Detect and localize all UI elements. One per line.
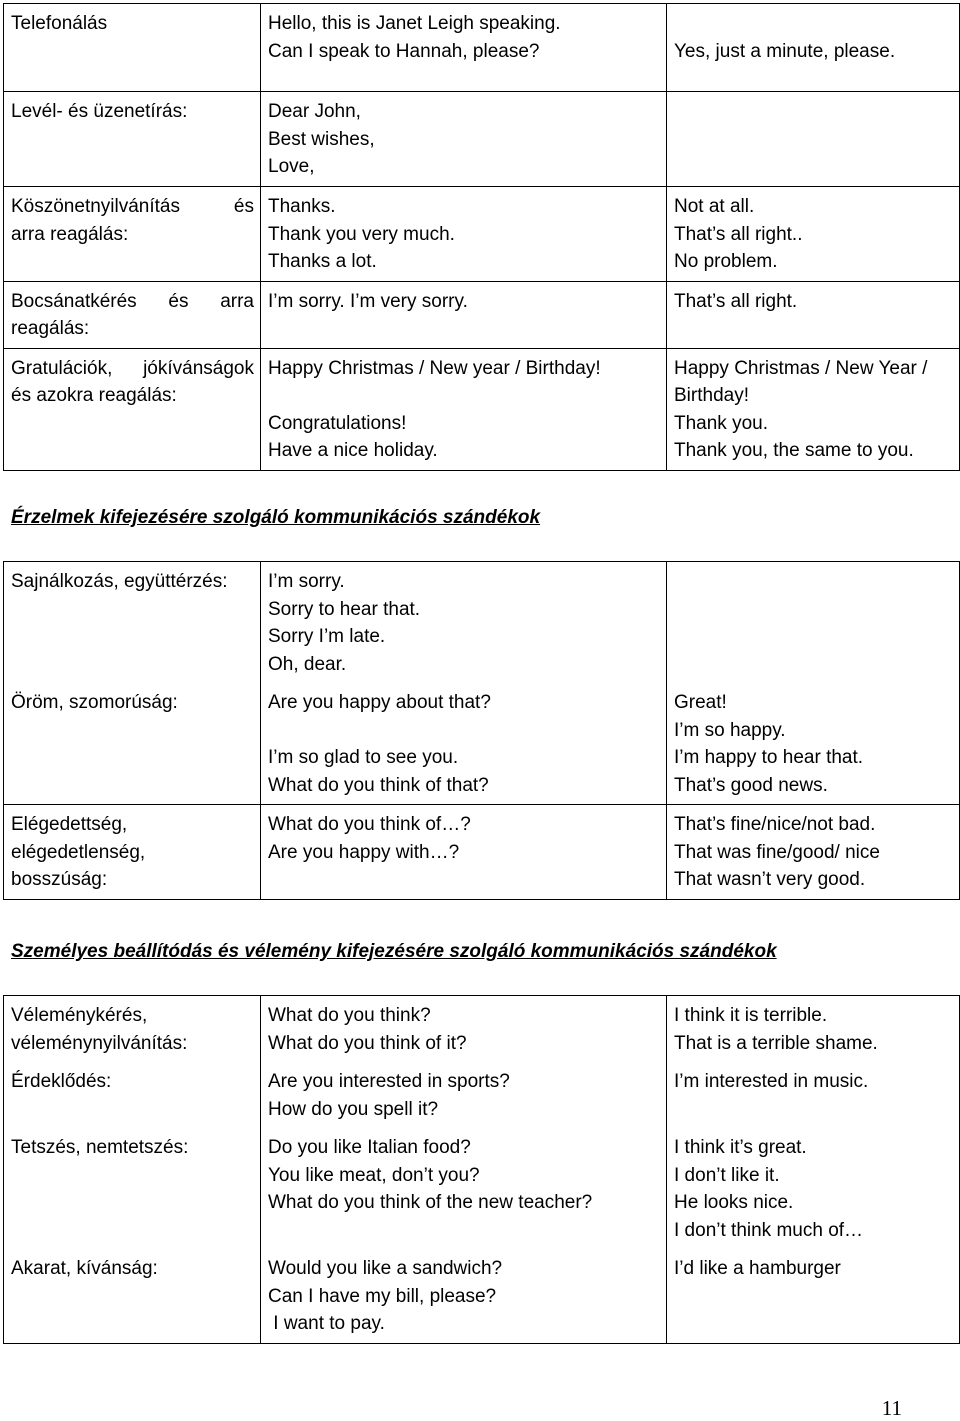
example-phrases: Thanks. Thank you very much. Thanks a lot.	[261, 187, 667, 282]
example-phrases: Hello, this is Janet Leigh speaking. Can I speak to Hannah, please?	[261, 4, 667, 92]
table-row	[4, 1249, 960, 1343]
table-row	[4, 996, 960, 1063]
table-row	[4, 187, 960, 282]
example-phrases: Are you happy about that? I’m so glad to see you. What do you think of that?	[261, 683, 667, 805]
example-phrases: Are you interested in sports? How do you spell it?	[261, 1062, 667, 1128]
table-row	[4, 4, 960, 92]
row-label: Öröm, szomorúság:	[4, 683, 261, 805]
response-phrases: I’m interested in music.	[667, 1062, 960, 1128]
table-row	[4, 1062, 960, 1128]
section-heading-opinions: Személyes beállítódás és vélemény kifejezésére szolgáló kommunikációs szándékok	[11, 941, 777, 962]
example-phrases: I’m sorry. I’m very sorry.	[261, 281, 667, 348]
example-phrases: What do you think of…? Are you happy with…?	[261, 805, 667, 900]
row-label: Elégedettség, elégedetlenség, bosszúság:	[4, 805, 261, 900]
page-number: 11	[881, 1396, 902, 1420]
response-phrases	[667, 92, 960, 187]
communication-table-2	[3, 561, 960, 900]
table-row	[4, 281, 960, 348]
response-phrases: I think it’s great. I don’t like it. He looks nice. I don’t think much of…	[667, 1128, 960, 1249]
row-label: Bocsánatkérés és arra reagálás:	[4, 281, 261, 348]
row-label: Telefonálás	[4, 4, 261, 92]
row-label: Tetszés, nemtetszés:	[4, 1128, 261, 1249]
section-heading-emotions: Érzelmek kifejezésére szolgáló kommunikációs szándékok	[11, 507, 541, 528]
table-row	[4, 562, 960, 684]
example-phrases: Do you like Italian food? You like meat, don’t you? What do you think of the new teacher?	[261, 1128, 667, 1249]
example-phrases: Would you like a sandwich? Can I have my bill, please? I want to pay.	[261, 1249, 667, 1343]
table-row	[4, 805, 960, 900]
row-label: Köszönetnyilvánítás és arra reagálás:	[4, 187, 261, 282]
example-phrases: I’m sorry. Sorry to hear that. Sorry I’m late. Oh, dear.	[261, 562, 667, 684]
communication-table-1	[3, 3, 960, 471]
example-phrases: Happy Christmas / New year / Birthday! Congratulations! Have a nice holiday.	[261, 348, 667, 470]
example-phrases: What do you think? What do you think of it?	[261, 996, 667, 1063]
row-label: Levél- és üzenetírás:	[4, 92, 261, 187]
response-phrases: Great! I’m so happy. I’m happy to hear that. That’s good news.	[667, 683, 960, 805]
response-phrases: Yes, just a minute, please.	[667, 4, 960, 92]
response-phrases: I think it is terrible. That is a terrible shame.	[667, 996, 960, 1063]
response-phrases: That’s all right.	[667, 281, 960, 348]
communication-table-3	[3, 995, 960, 1344]
table-row	[4, 92, 960, 187]
row-label: Sajnálkozás, együttérzés:	[4, 562, 261, 684]
table-row	[4, 1128, 960, 1249]
response-phrases	[667, 562, 960, 684]
table-row	[4, 683, 960, 805]
row-label: Véleménykérés, véleménynyilvánítás:	[4, 996, 261, 1063]
row-label: Akarat, kívánság:	[4, 1249, 261, 1343]
row-label: Gratulációk, jókívánságok és azokra reagálás:	[4, 348, 261, 470]
response-phrases: That’s fine/nice/not bad. That was fine/good/ nice That wasn’t very good.	[667, 805, 960, 900]
response-phrases: I’d like a hamburger	[667, 1249, 960, 1343]
response-phrases: Happy Christmas / New Year / Birthday! Thank you. Thank you, the same to you.	[667, 348, 960, 470]
table-row	[4, 348, 960, 470]
example-phrases: Dear John, Best wishes, Love,	[261, 92, 667, 187]
row-label: Érdeklődés:	[4, 1062, 261, 1128]
response-phrases: Not at all. That’s all right.. No problem.	[667, 187, 960, 282]
